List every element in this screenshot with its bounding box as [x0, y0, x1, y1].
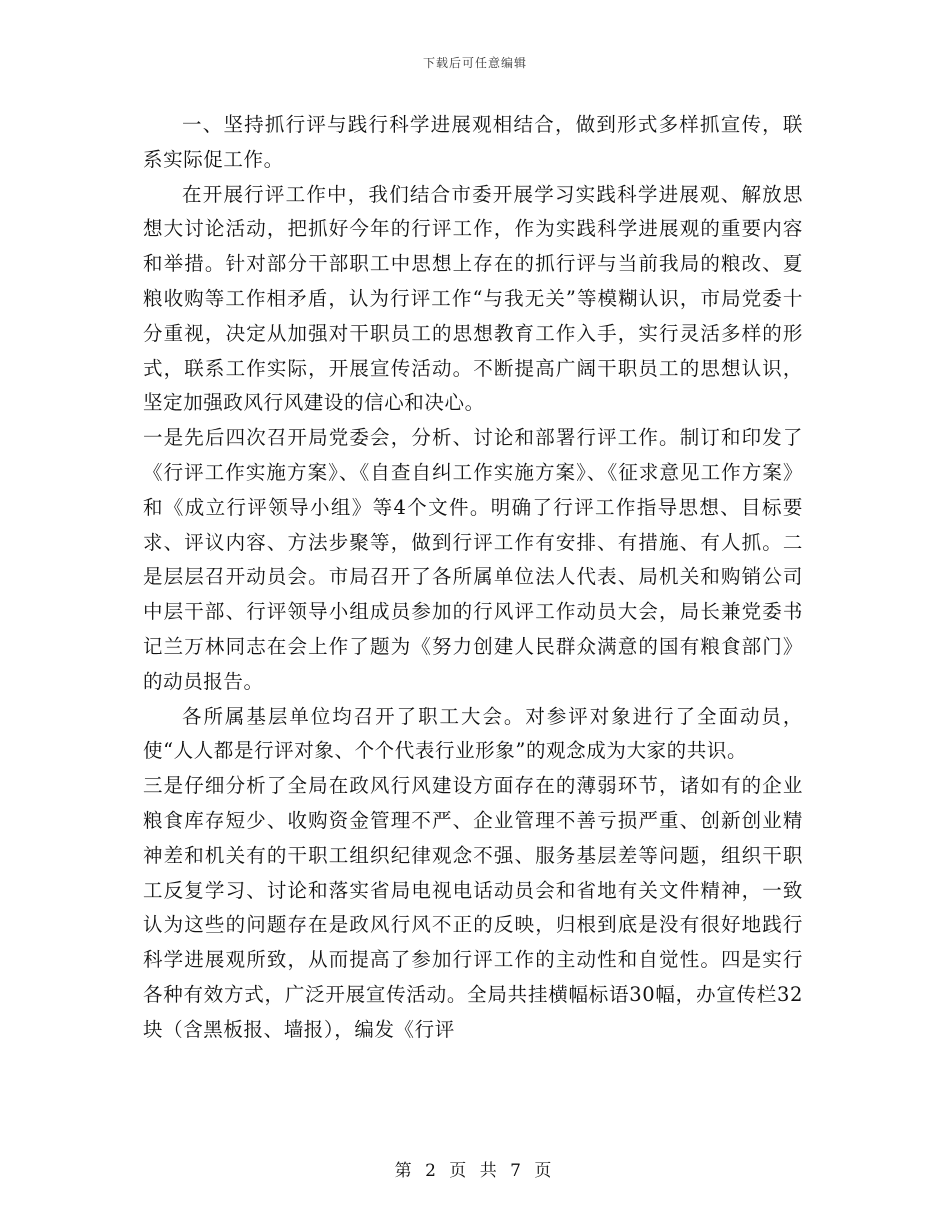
paragraph-section-heading: 一、坚持抓行评与践行科学进展观相结合，做到形式多样抓宣传，联系实际促工作。 — [143, 113, 803, 171]
paragraph-staff-meetings: 各所属基层单位均召开了职工大会。对参评对象进行了全面动员，使“人人都是行评对象、个个代表行业形象”的观念成为大家的共识。 — [143, 704, 803, 763]
paragraph-measures-three-four: 三是仔细分析了全局在政风行风建设方面存在的薄弱环节，诸如有的企业粮食库存短少、收购资金管理不严、企业管理不善亏损严重、创新创业精神差和机关有的干职工组织纪律观念不强、服务基层差等问题，组织干职工反复学习、讨论和落实省局电视电话动员会和省地有关文件精神，一致认为这些的问题存在是政风行风不正的反映，归根到底是没有很好地践行科学进展观所致，从而提高了参加行评工作的主动性和自觉性。四是实行各种有效方式，广泛开展宣传活动。全局共挂横幅标语30幅，办宣传栏32块（含黑板报、墙报），编发《行评 — [143, 774, 803, 1041]
document-body — [143, 108, 803, 1048]
page-number: 第 2 页 共 7 页 — [394, 1161, 556, 1181]
paragraph-intro: 在开展行评工作中，我们结合市委开展学习实践科学进展观、解放思想大讨论活动，把抓好今年的行评工作，作为实践科学进展观的重要内容和举措。针对部分干部职工中思想上存在的抓行评与当前我局的粮改、夏粮收购等工作相矛盾，认为行评工作“与我无关”等模糊认识，市局党委十分重视，决定从加强对干职员工的思想教育工作入手，实行灵活多样的形式，联系工作实际，开展宣传活动。不断提高广阔干职员工的思想认识，坚定加强政风行风建设的信心和决心。 — [143, 182, 803, 415]
paragraph-measures-one-two: 一是先后四次召开局党委会，分析、讨论和部署行评工作。制订和印发了《行评工作实施方案》、《自查自纠工作实施方案》、《征求意见工作方案》和《成立行评领导小组》等4个文件。明确了行评工作指导思想、目标要求、评议内容、方法步聚等，做到行评工作有安排、有措施、有人抓。二是层层召开动员会。市局召开了各所属单位法人代表、局机关和购销公司中层干部、行评领导小组成员参加的行风评工作动员大会，局长兼党委书记兰万林同志在会上作了题为《努力创建人民群众满意的国有粮食部门》的动员报告。 — [143, 426, 803, 693]
page-header: 下载后可任意编辑 — [422, 56, 527, 70]
